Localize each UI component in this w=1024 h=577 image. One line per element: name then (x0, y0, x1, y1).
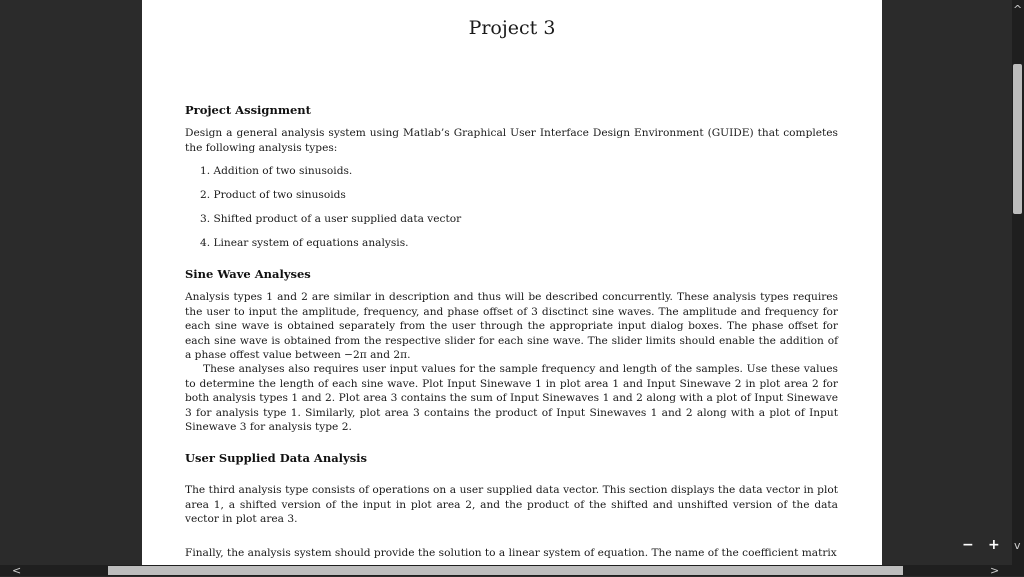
scroll-up-icon[interactable]: ^ (1013, 3, 1023, 16)
document-page (142, 0, 882, 565)
horizontal-scroll-thumb[interactable] (108, 566, 903, 575)
sine-wave-paragraph-2: These analyses also requires user input values for the sample frequency and length of the samples. Use these values to determine the length of each sine wave. Plot Input Sinewave 1 in plot area 1 and Input Sinewave 2 in plot area 2 for both analysis types 1 and 2. Plot area 3 contains the sum of Input Sinewaves 1 and 2 along with a plot of Input Sinewave 3 for analysis type 1. Similarly, plot area 3 contains the product of Input Sinewaves 1 and 2 along with a plot of Input Sinewave 3 for analysis type 2. (185, 363, 838, 434)
zoom-in-button[interactable]: + (988, 537, 1000, 553)
list-item: 2. Product of two sinusoids (200, 189, 346, 201)
section-heading-user-data: User Supplied Data Analysis (185, 451, 368, 465)
analysis-types-list (200, 163, 800, 259)
scroll-down-icon[interactable]: v (1014, 539, 1021, 552)
document-title: Project 3 (468, 17, 556, 39)
zoom-out-button[interactable]: − (962, 537, 974, 553)
list-item: 3. Shifted product of a user supplied data vector (200, 213, 462, 225)
scroll-left-icon[interactable]: < (12, 564, 22, 577)
vertical-scrollbar[interactable] (1012, 0, 1024, 565)
user-data-paragraph-2: Finally, the analysis system should provide the solution to a linear system of equation. The name of the coefficient matrix (185, 547, 837, 559)
scroll-right-icon[interactable]: > (990, 564, 1000, 577)
horizontal-scrollbar[interactable] (0, 565, 1024, 576)
list-item: 4. Linear system of equations analysis. (200, 237, 409, 249)
section-heading-sine-wave: Sine Wave Analyses (185, 267, 311, 281)
list-item: 1. Addition of two sinusoids. (200, 165, 353, 177)
section-heading-project-assignment: Project Assignment (185, 103, 311, 117)
assignment-intro: Design a general analysis system using Matlab’s Graphical User Interface Design Environment (GUIDE) that completes the following analysis types: (185, 127, 838, 154)
vertical-scroll-thumb[interactable] (1013, 64, 1022, 214)
sine-wave-paragraph-1: Analysis types 1 and 2 are similar in description and thus will be described concurrently. These analysis types requires the user to input the amplitude, frequency, and phase offset of 3 disctinct sine waves. The amplitude and frequency for each sine wave is obtained separately from the user through the appropriate input dialog boxes. The phase offset for each sine wave is obtained from the respective slider for each sine wave. The slider limits should enable the addition of a phase offest value between −2π and 2π. (185, 291, 838, 362)
user-data-paragraph-1: The third analysis type consists of operations on a user supplied data vector. This section displays the data vector in plot area 1, a shifted version of the input in plot area 2, and the product of the shifted and unshifted version of the data vector in plot area 3. (185, 484, 838, 526)
